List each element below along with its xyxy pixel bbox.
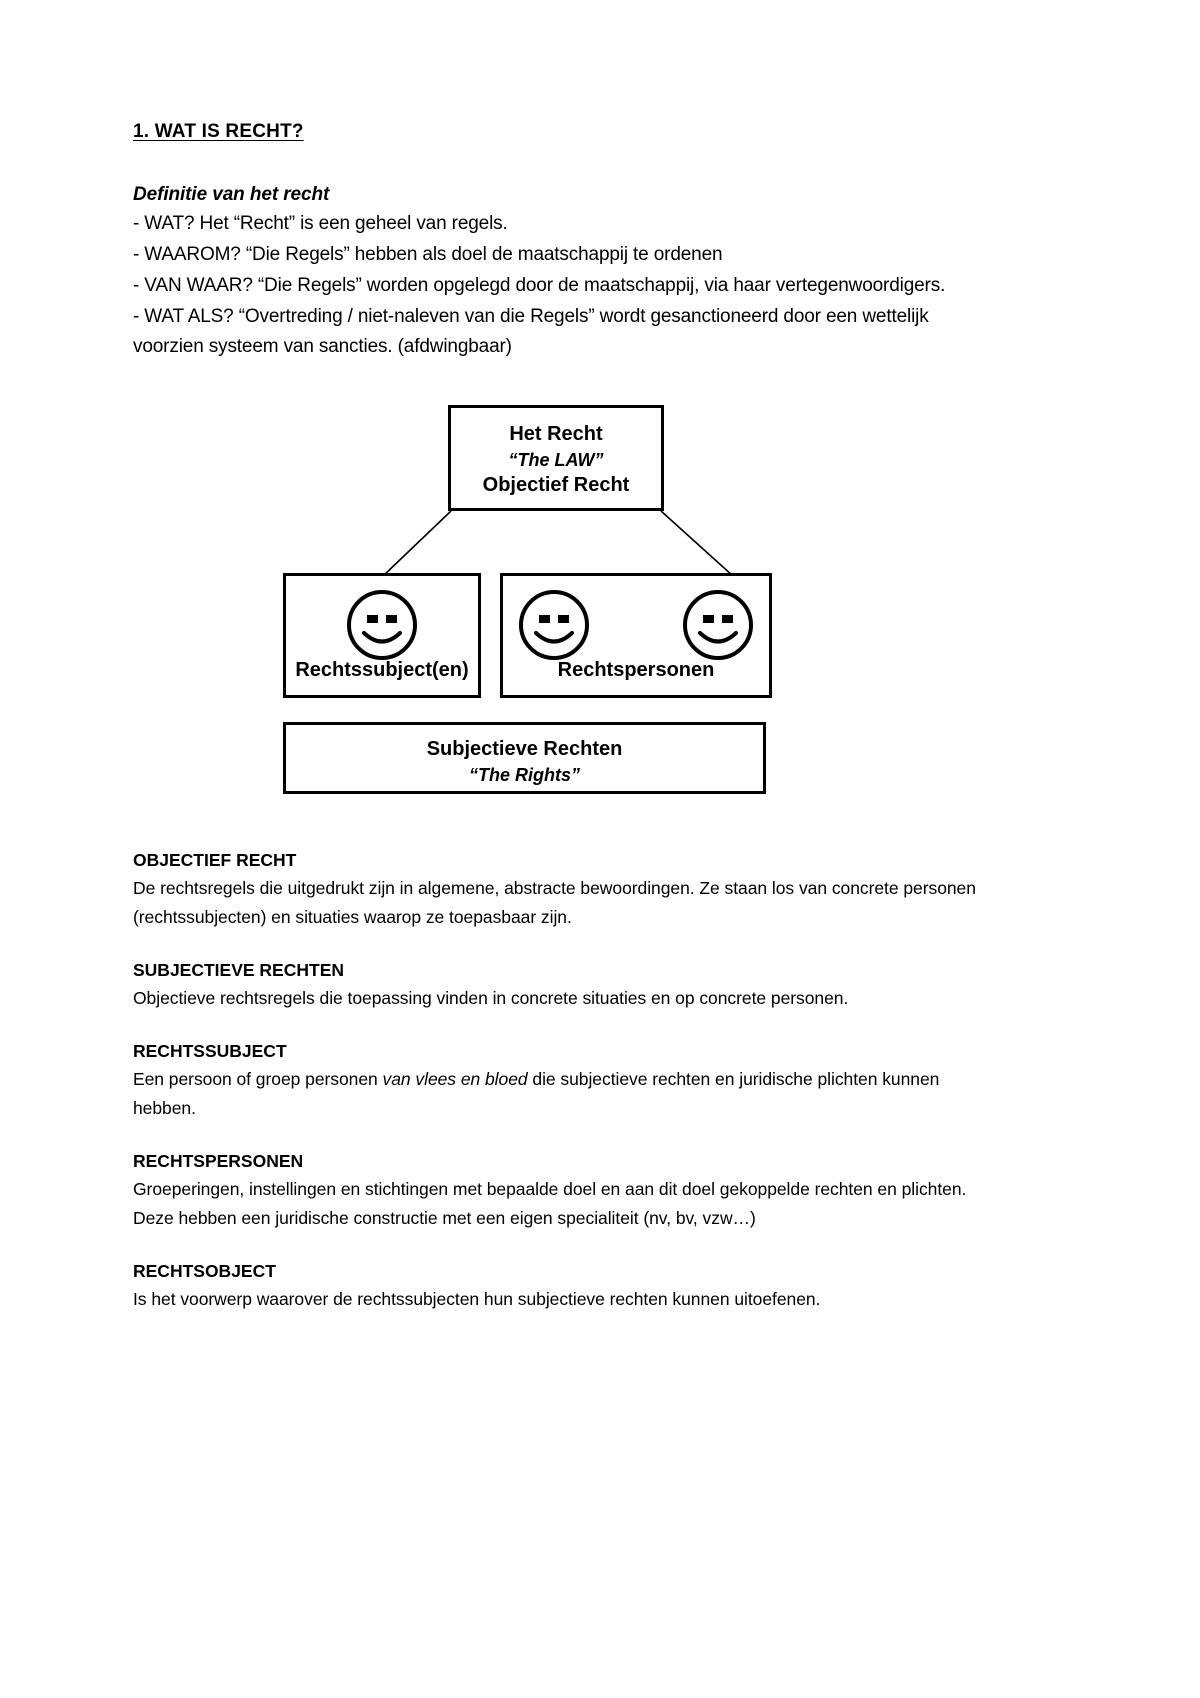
definition-text: Is het voorwerp waarover de rechtssubjecten hun subjectieve rechten kunnen uitoefenen.: [133, 1289, 821, 1310]
definition-text-post: die subjectieve rechten en juridische plichten kunnen hebben.: [133, 1069, 940, 1118]
definition-heading-rechtsobject: RECHTSOBJECT: [133, 1260, 276, 1281]
diagram-box-het-recht: [448, 405, 664, 511]
rechtssubject-caption: Rechtssubject(en): [295, 659, 469, 682]
bullet-item-vanwaar: - VAN WAAR? “Die Regels” worden opgelegd door de maatschappij, via haar vertegenwoordigers.: [133, 274, 946, 296]
rechts-hierarchy-diagram: [133, 400, 993, 810]
subjectieve-rechten-title: Subjectieve Rechten: [426, 738, 623, 761]
definition-text: De rechtsregels die uitgedrukt zijn in algemene, abstracte bewoordingen. Ze staan los van concrete personen (rechtssubjecten) en situaties waarop ze toepasbaar zijn.: [133, 878, 976, 927]
definition-heading-subjectieve-rechten: SUBJECTIEVE RECHTEN: [133, 959, 345, 980]
rechtspersonen-caption: Rechtspersonen: [557, 659, 715, 682]
diagram-box-rechtspersonen: [500, 573, 772, 698]
diagram-box-subjectieve-rechten: [283, 722, 766, 794]
definition-text: Objectieve rechtsregels die toepassing vinden in concrete situaties en op concrete personen.: [133, 988, 849, 1009]
definition-text-italic: van vlees en bloed: [382, 1069, 528, 1090]
bullet-item-watals: - WAT ALS? “Overtreding / niet-naleven van die Regels” wordt gesanctioneerd door een wettelijk voorzien systeem van sancties. (afdwingbaar): [133, 305, 929, 358]
face-row-right: [503, 588, 769, 662]
het-recht-subtitle: “The LAW”: [508, 450, 604, 471]
smiley-face-icon: [345, 588, 419, 662]
smiley-face-icon: [681, 588, 755, 662]
definition-body-objectief-recht: [133, 874, 993, 931]
definition-section-rechtsobject: [133, 1258, 993, 1313]
definition-text: Groeperingen, instellingen en stichtingen met bepaalde doel en aan dit doel gekoppelde rechten en plichten. Deze hebben een juridische constructie met een eigen specialiteit (nv, bv, vzw…): [133, 1179, 967, 1228]
het-recht-objectief: Objectief Recht: [482, 474, 630, 497]
spacer: [133, 1012, 993, 1038]
spacer: [133, 363, 993, 400]
definition-text-pre: Een persoon of groep personen: [133, 1069, 383, 1090]
bullet-item-waarom: - WAAROM? “Die Regels” hebben als doel de maatschappij te ordenen: [133, 244, 723, 266]
spacer: [133, 1232, 993, 1258]
diagram-box-rechtssubject: [283, 573, 481, 698]
definition-section-rechtspersonen: [133, 1148, 993, 1232]
definition-section-subjectieve-rechten: [133, 957, 993, 1012]
definition-heading-rechtssubject: RECHTSSUBJECT: [133, 1041, 287, 1062]
definition-body-rechtssubject: [133, 1065, 993, 1122]
document-content: [133, 120, 993, 1313]
definition-heading-objectief-recht: OBJECTIEF RECHT: [133, 850, 297, 871]
definition-body-rechtspersonen: [133, 1175, 993, 1232]
definition-section-objectief-recht: [133, 847, 993, 931]
subjectieve-rechten-subtitle: “The Rights”: [469, 765, 580, 786]
face-row-left: [286, 588, 478, 662]
definition-body-subjectieve-rechten: [133, 984, 993, 1012]
spacer: [133, 144, 993, 181]
bullet-item-wat: - WAT? Het “Recht” is een geheel van regels.: [133, 213, 508, 235]
smiley-face-icon: [517, 588, 591, 662]
spacer: [133, 810, 993, 847]
definition-heading: Definitie van het recht: [133, 183, 330, 205]
het-recht-title: Het Recht: [509, 423, 603, 446]
spacer: [133, 931, 993, 957]
spacer: [133, 1122, 993, 1148]
definition-heading-rechtspersonen: RECHTSPERSONEN: [133, 1151, 304, 1172]
definition-body-rechtsobject: [133, 1285, 993, 1313]
page-title: 1. WAT IS RECHT?: [133, 121, 304, 142]
definition-section-rechtssubject: [133, 1038, 993, 1122]
